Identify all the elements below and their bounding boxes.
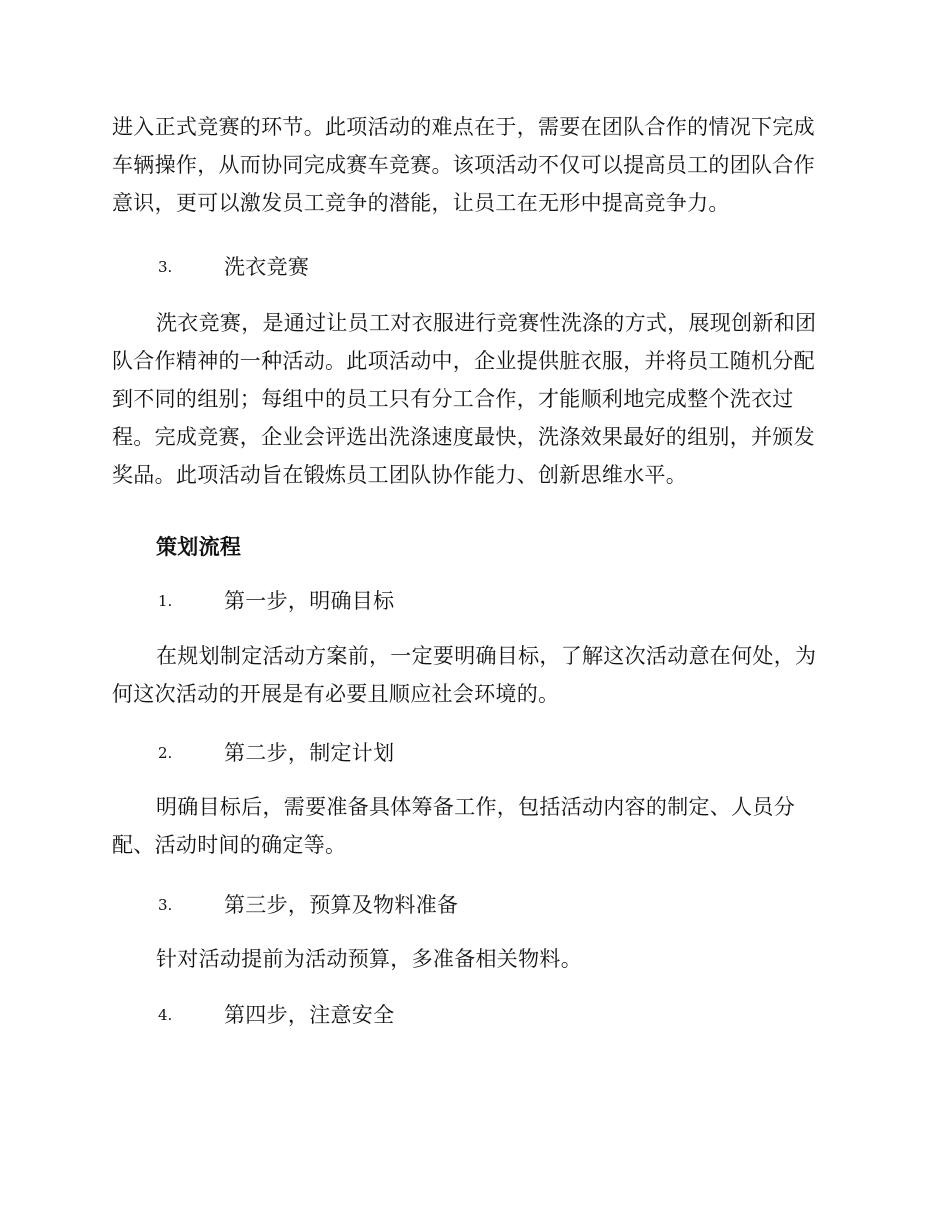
list-title: 第一步，明确目标 bbox=[224, 589, 395, 613]
list-item-step-1 bbox=[112, 582, 832, 620]
list-item-step-4 bbox=[112, 996, 832, 1034]
list-number: 1. bbox=[158, 592, 173, 610]
paragraph-intro: 进入正式竞赛的环节。此项活动的难点在于，需要在团队合作的情况下完成车辆操作，从而协同完成赛车竞赛。该项活动不仅可以提高员工的团队合作意识，更可以激发员工竞争的潜能，让员工在无形中提高竞争力。 bbox=[112, 115, 815, 215]
list-item-step-3 bbox=[112, 886, 832, 924]
section-heading: 策划流程 bbox=[156, 534, 242, 559]
paragraph-step-3: 针对活动提前为活动预算，多准备相关物料。 bbox=[156, 947, 582, 971]
list-title: 第三步，预算及物料准备 bbox=[224, 893, 459, 917]
list-title: 第二步，制定计划 bbox=[224, 741, 395, 765]
list-number: 2. bbox=[158, 744, 173, 762]
list-number: 4. bbox=[158, 1006, 173, 1024]
paragraph-laundry-contest: 洗衣竞赛，是通过让员工对衣服进行竞赛性洗涤的方式，展现创新和团队合作精神的一种活动。此项活动中，企业提供脏衣服，并将员工随机分配到不同的组别；每组中的员工只有分工合作，才能顺利地完成整个洗衣过程。完成竞赛，企业会评选出洗涤速度最快，洗涤效果最好的组别，并颁发奖品。此项活动旨在锻炼员工团队协作能力、创新思维水平。 bbox=[112, 311, 817, 487]
paragraph-step-1: 在规划制定活动方案前，一定要明确目标，了解这次活动意在何处，为何这次活动的开展是有必要且顺应社会环境的。 bbox=[112, 644, 817, 706]
paragraph-step-2: 明确目标后，需要准备具体筹备工作，包括活动内容的制定、人员分配、活动时间的确定等。 bbox=[112, 795, 795, 857]
list-item-step-2 bbox=[112, 734, 832, 772]
list-number: 3. bbox=[158, 896, 173, 914]
list-item-laundry-contest bbox=[112, 248, 832, 286]
list-number: 3. bbox=[158, 258, 173, 276]
list-title: 第四步，注意安全 bbox=[224, 1003, 395, 1027]
list-title: 洗衣竞赛 bbox=[224, 255, 310, 279]
